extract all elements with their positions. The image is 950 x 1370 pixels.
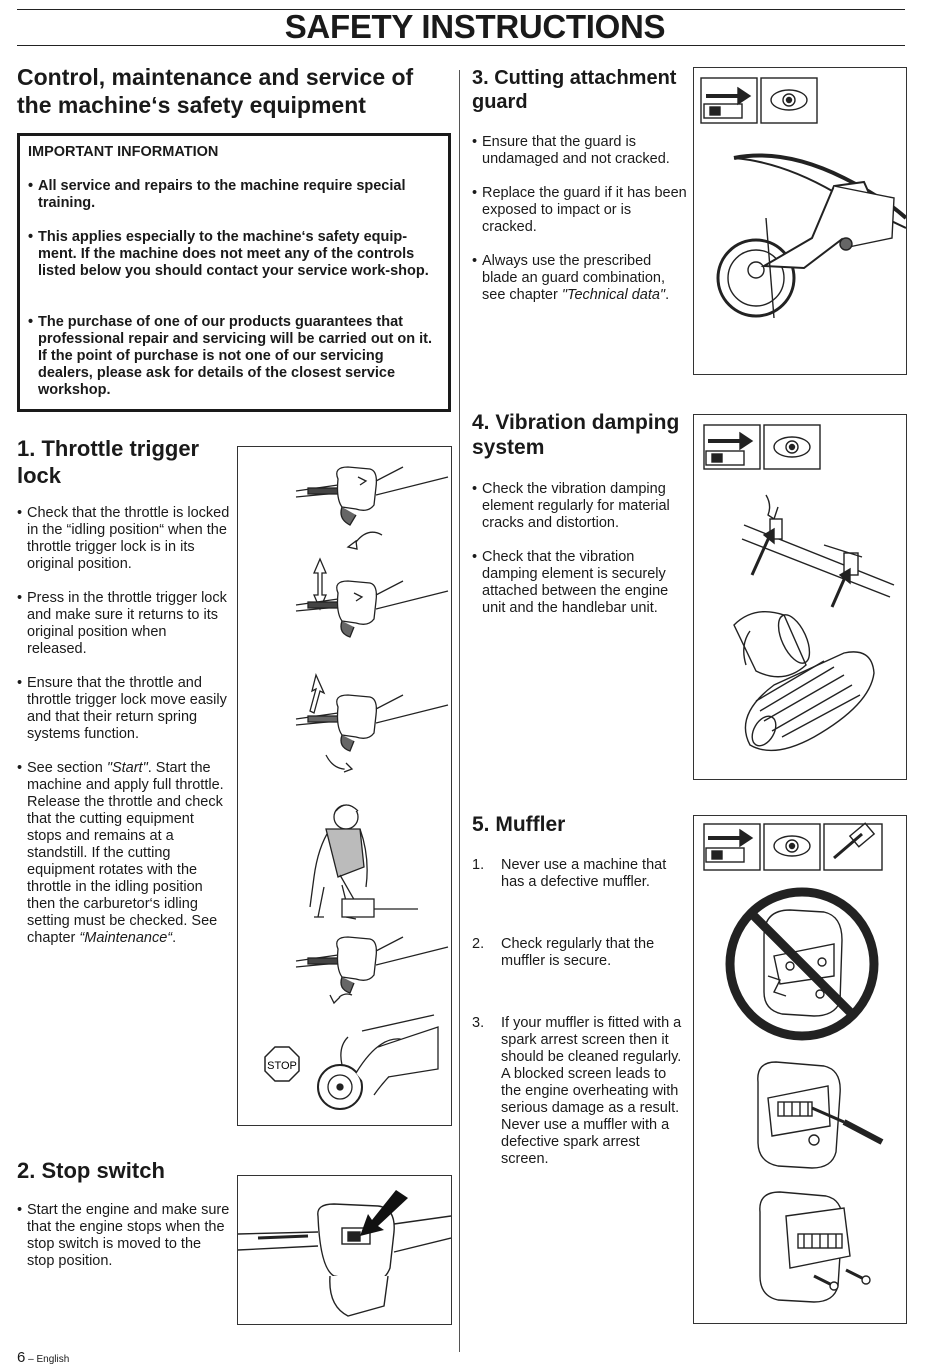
throttle-lock-figure (237, 446, 452, 1126)
text: . (172, 930, 177, 946)
list-item: • Start the engine and make sure that the engine stops when the stop switch is moved to the stop position. (17, 1202, 230, 1270)
page-footer (17, 1349, 69, 1366)
list-item: • Replace the guard if it has been exposed to impact or is cracked. (472, 185, 687, 236)
guard-illustration (694, 68, 906, 374)
section4-heading: 4. Vibration damping system (472, 411, 680, 459)
important-item: • The purchase of one of our products guarantees that professional repair and servicing will be carried out on it. If the point of purchase is not one of our servicing dealers, please ask for details of the closest service workshop. (28, 314, 438, 399)
guard-figure (693, 67, 907, 375)
section4-list (472, 481, 687, 617)
muffler-figure (693, 815, 907, 1324)
stop-sign-label: STOP (267, 1060, 297, 1072)
stop-switch-figure (237, 1175, 452, 1325)
text: . Start the (147, 760, 211, 776)
text: See section (27, 760, 103, 776)
maintenance-ref: “Maintenance“ (79, 930, 173, 946)
list-item: • Check that the vibration damping element is securely attached between the engine unit and the handlebar unit. (472, 549, 687, 617)
page-title: SAFETY INSTRUCTIONS (284, 8, 666, 45)
item-number: 2. (472, 936, 485, 952)
list-item: • Ensure that the guard is undamaged and not cracked. (472, 134, 687, 168)
text: Always use the prescribed blade an guard combination, see chapter (482, 253, 665, 303)
list-item (472, 936, 687, 970)
item-text: Check regularly that the muffler is secure. (501, 936, 655, 969)
section2-list (17, 1202, 230, 1270)
start-ref: "Start" (106, 760, 148, 776)
section1-heading: 1. Throttle trigger lock (17, 436, 200, 488)
list-item (472, 253, 687, 304)
vibration-figure (693, 414, 907, 780)
section1-list (17, 505, 230, 947)
column-divider (459, 70, 460, 1352)
text: . (665, 287, 670, 303)
muffler-illustration (694, 816, 906, 1323)
item-text: If your muffler is fitted with a spark arrest screen then it should be cleaned regularly. A blocked screen leads to the engine overheating with serious damage as a result. Never use a muffler with a defective spark arrest screen. (501, 1015, 682, 1167)
list-item (17, 760, 230, 947)
section3-list (472, 134, 687, 304)
section2-heading: 2. Stop switch (17, 1158, 165, 1183)
list-item: • Check the vibration damping element regularly for material cracks and distortion. (472, 481, 687, 532)
important-item: • All service and repairs to the machine require special training. (28, 178, 438, 212)
vibration-illustration (694, 415, 906, 779)
list-item (472, 857, 687, 891)
item-number: 3. (472, 1015, 485, 1031)
list-item: • Ensure that the throttle and throttle trigger lock move easily and that their return spring systems function. (17, 675, 230, 743)
page-number: 6 (17, 1349, 26, 1366)
title-rule (17, 45, 905, 46)
technical-data-ref: "Technical data" (561, 287, 666, 303)
section5-list (472, 857, 687, 1168)
list-item (472, 1015, 687, 1168)
footer-language: English (36, 1354, 70, 1365)
important-heading: IMPORTANT INFORMATION (28, 144, 219, 160)
list-item: • Press in the throttle trigger lock and make sure it returns to its original position when released. (17, 590, 230, 658)
item-number: 1. (472, 857, 485, 873)
brush-icon (824, 824, 882, 870)
important-item: • This applies especially to the machine‘s safety equip-ment. If the machine does not meet any of the controls listed below you should contact your service work-shop. (28, 229, 438, 280)
throttle-illustrations (238, 447, 451, 1125)
main-heading: Control, maintenance and service of the machine‘s safety equipment (17, 64, 414, 118)
item-text: Never use a machine that has a defective muffler. (501, 857, 667, 890)
control-icon (701, 78, 757, 123)
list-item: • Check that the throttle is locked in the “idling position“ when the throttle trigger lock is in its original position. (17, 505, 230, 573)
stop-switch-illustration (238, 1176, 451, 1324)
text: machine and apply full throttle. Release the throttle and check that the cutting equipment stops and remains at a standstill. If the cutting equipment rotates with the throttle in the idling position then the carburetor‘s idling setting must be checked. See chapter (27, 777, 224, 946)
section5-heading: 5. Muffler (472, 813, 566, 836)
section3-heading: 3. Cutting attachment guard (472, 67, 677, 113)
footer-sep: – (25, 1354, 37, 1365)
important-info-box (17, 133, 451, 412)
control-icon (704, 824, 760, 870)
